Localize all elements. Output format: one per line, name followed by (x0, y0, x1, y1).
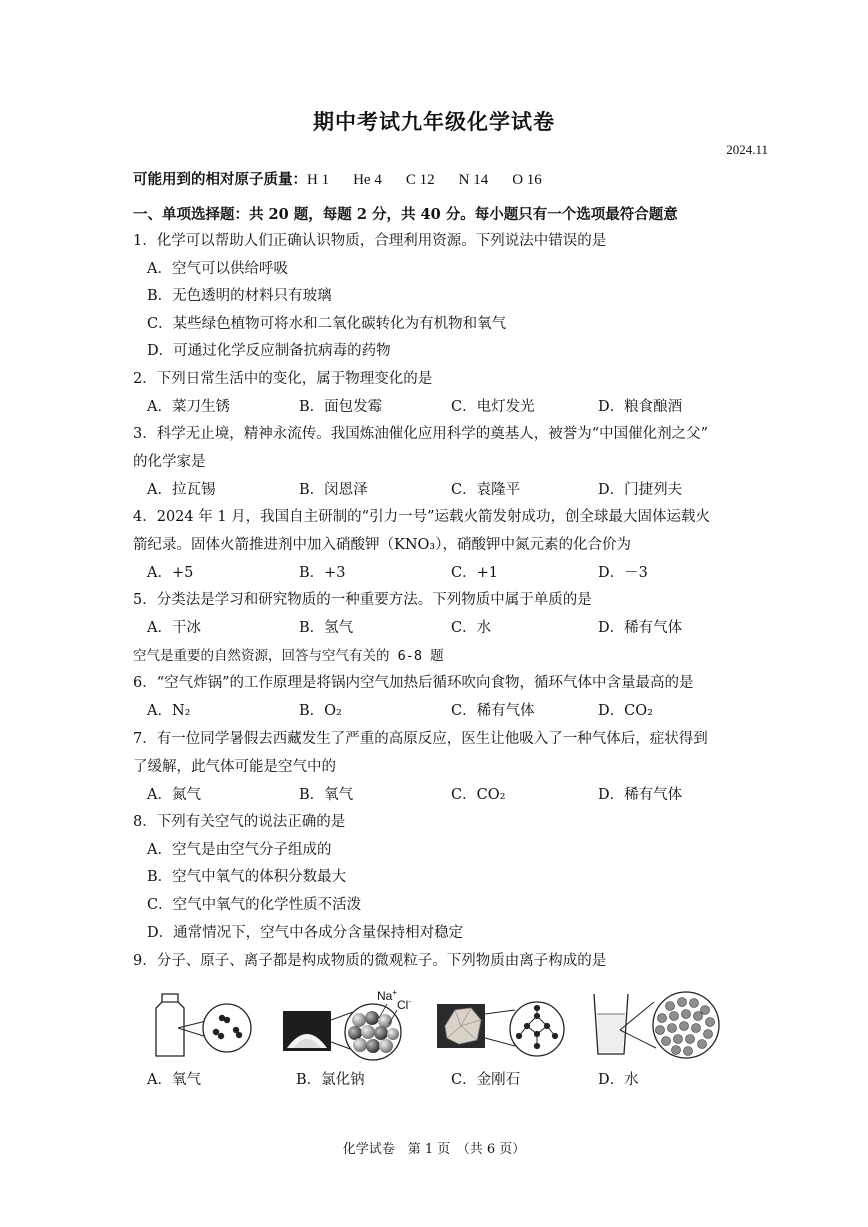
question-6-stem: 6．“空气炸锅”的工作原理是将锅内空气加热后循环吹向食物，循环气体中含量最高的是 (133, 675, 694, 691)
question-6-option-d: D．CO₂ (598, 703, 653, 719)
question-3-option-b: B．闵恩泽 (299, 482, 368, 498)
sodium-ion-label: Na+ (377, 988, 398, 1003)
water-glass-figure (590, 988, 725, 1064)
chloride-ion-label: Cl- (397, 997, 412, 1012)
question-2-option-d: D．粮食酿酒 (598, 399, 683, 415)
question-2-option-c: C．电灯发光 (451, 399, 535, 415)
question-6-option-b: B．O₂ (299, 703, 342, 719)
question-7-stem-line1: 7．有一位同学暑假去西藏发生了严重的高原反应，医生让他吸入了一种气体后，症状得到 (133, 731, 708, 747)
diamond-figure (437, 996, 567, 1062)
question-5-stem: 5．分类法是学习和研究物质的一种重要方法。下列物质中属于单质的是 (133, 592, 592, 608)
oxygen-bottle-figure (148, 990, 258, 1062)
question-8-stem: 8．下列有关空气的说法正确的是 (133, 814, 346, 830)
question-5-option-c: C．水 (451, 620, 492, 636)
question-2-option-b: B．面包发霉 (299, 399, 383, 415)
atomic-mass-item: C 12 (405, 172, 435, 188)
question-5-option-d: D．稀有气体 (598, 620, 683, 636)
question-4-stem-line2: 箭纪录。固体火箭推进剂中加入硝酸钾（KNO₃），硝酸钾中氮元素的化合价为 (133, 537, 631, 553)
sodium-chloride-figure (283, 990, 413, 1065)
question-1-option-b: B．无色透明的材料只有玻璃 (147, 288, 332, 304)
question-4-option-d: D．－3 (598, 565, 648, 581)
question-9-option-a: A．氧气 (147, 1072, 201, 1088)
question-7-option-c: C．CO₂ (451, 787, 506, 803)
question-4-option-a: A．+5 (147, 565, 194, 581)
question-9-option-c: C．金刚石 (451, 1072, 521, 1088)
atomic-mass-item: H 1 (307, 172, 330, 188)
question-8-option-b: B．空气中氧气的体积分数最大 (147, 869, 347, 885)
section-heading: 一、单项选择题：共 20 题，每题 2 分，共 40 分。每小题只有一个选项最符合题意 (133, 206, 678, 223)
question-8-option-c: C．空气中氧气的化学性质不活泼 (147, 897, 362, 913)
atomic-mass-item: O 16 (512, 172, 542, 188)
question-5-option-a: A．干冰 (147, 620, 201, 636)
question-7-option-b: B．氧气 (299, 787, 354, 803)
question-6-option-c: C．稀有气体 (451, 703, 535, 719)
question-7-stem-line2: 了缓解，此气体可能是空气中的 (133, 759, 336, 775)
exam-date: 2024.11 (726, 142, 768, 157)
question-7-option-d: D．稀有气体 (598, 787, 683, 803)
air-questions-note: 空气是重要的自然资源，回答与空气有关的 6-8 题 (133, 648, 444, 664)
question-9-option-b: B．氯化钠 (296, 1072, 365, 1088)
question-4-option-b: B．+3 (299, 565, 346, 581)
question-4-stem-line1: 4．2024 年 1 月，我国自主研制的“引力一号”运载火箭发射成功，创全球最大固体运载火 (133, 509, 711, 525)
atomic-mass-line (133, 168, 566, 189)
question-9-option-d: D．水 (598, 1072, 639, 1088)
question-4-option-c: C．+1 (451, 565, 498, 581)
question-3-option-a: A．拉瓦锡 (147, 482, 216, 498)
page-title: 期中考试九年级化学试卷 (313, 109, 555, 134)
question-3-option-d: D．门捷列夫 (598, 482, 683, 498)
question-1-option-a: A．空气可以供给呼吸 (147, 261, 288, 277)
question-3-option-c: C．袁隆平 (451, 482, 521, 498)
question-9-stem: 9．分子、原子、离子都是构成物质的微观粒子。下列物质由离子构成的是 (133, 953, 607, 969)
question-3-stem-line2: 的化学家是 (133, 454, 206, 470)
question-3-stem-line1: 3．科学无止境，精神永流传。我国炼油催化应用科学的奠基人，被誉为“中国催化剂之父” (133, 426, 709, 442)
atomic-mass-label: 可能用到的相对原子质量： (133, 171, 307, 188)
question-1-option-d: D．可通过化学反应制备抗病毒的药物 (147, 343, 391, 359)
atomic-mass-item: N 14 (458, 172, 489, 188)
question-6-option-a: A．N₂ (147, 703, 191, 719)
question-1-option-c: C．某些绿色植物可将水和二氧化碳转化为有机物和氧气 (147, 316, 507, 332)
question-7-option-a: A．氮气 (147, 787, 201, 803)
question-1-stem: 1．化学可以帮助人们正确认识物质，合理利用资源。下列说法中错误的是 (133, 233, 607, 249)
question-8-option-d: D．通常情况下，空气中各成分含量保持相对稳定 (147, 925, 464, 941)
page-footer: 化学试卷 第 1 页 （共 6 页） (342, 1142, 526, 1157)
question-5-option-b: B．氢气 (299, 620, 354, 636)
question-2-option-a: A．菜刀生锈 (147, 399, 230, 415)
question-2-stem: 2．下列日常生活中的变化，属于物理变化的是 (133, 371, 433, 387)
question-8-option-a: A．空气是由空气分子组成的 (147, 842, 332, 858)
atomic-mass-item: He 4 (353, 172, 382, 188)
